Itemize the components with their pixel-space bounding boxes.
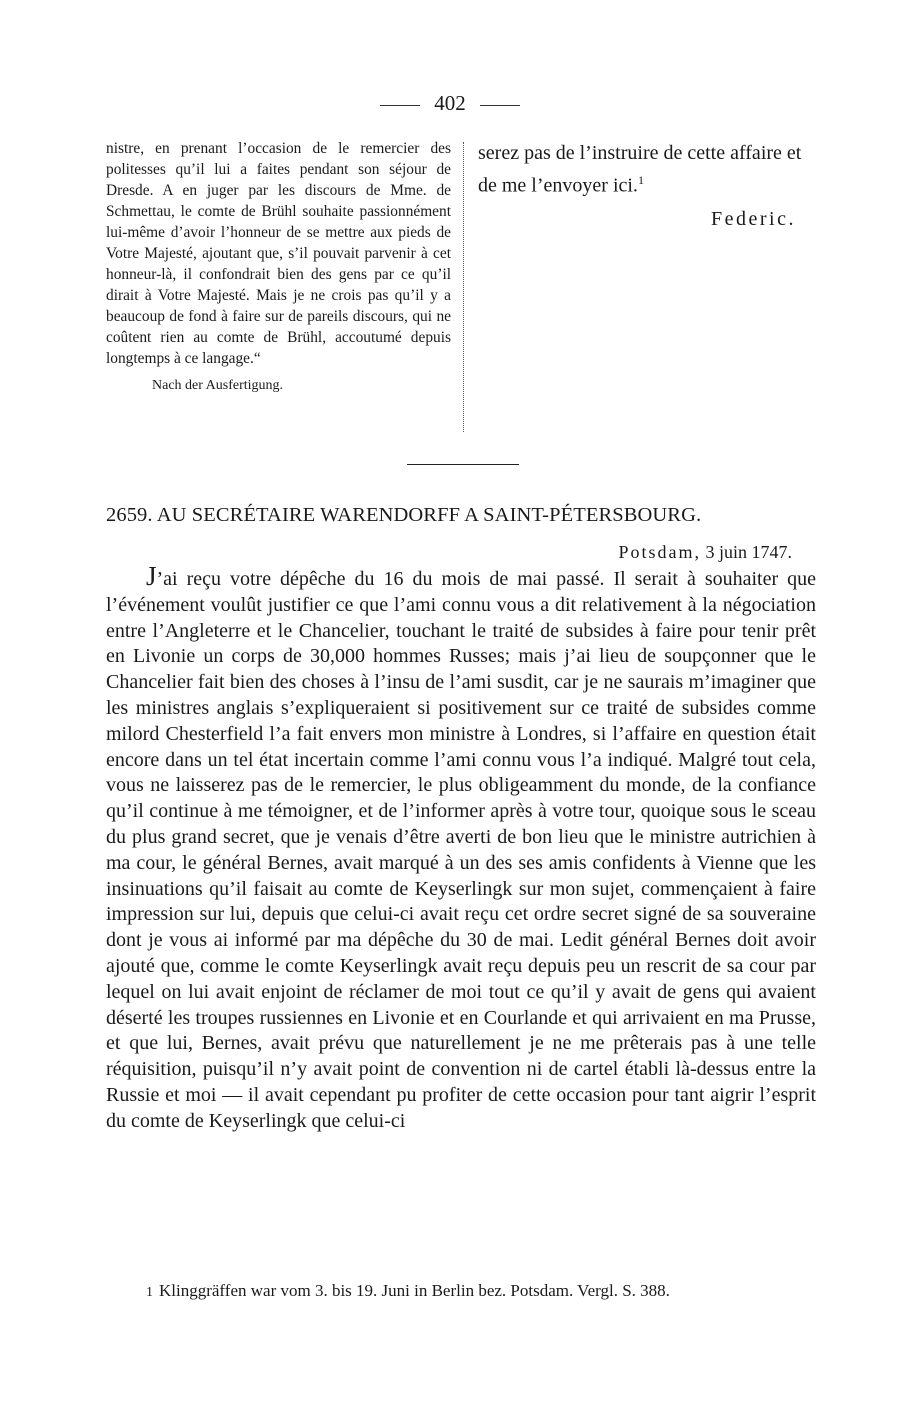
letter-initial: J — [146, 561, 157, 591]
letter-title: AU SECRÉTAIRE WARENDORFF A SAINT-PÉTERSBOURG. — [156, 504, 702, 526]
source-note: Nach der Ausfertigung. — [152, 378, 284, 393]
column-divider — [463, 142, 464, 432]
left-column-text: nistre, en prenant l’occasion de le remercier des politesses qu’il lui a faites pendant son séjour de Dresde. A en juger par les discours de Mme. de Schmettau, le comte de Brühl souhaite passionnément lui-même d’avoir l’honneur de se mettre aux pieds de Votre Majesté, ajoutant que, s’il pouvait parvenir à cet honneur-là, il confondrait bien des gens par ce qu’il dirait à Votre Majesté. Mais je ne crois pas qu’il y a beaucoup de fond à faire sur de pareils discours, qui ne coûtent rien au comte de Brühl, accoutumé depuis longtemps à ce langage.“ — [106, 140, 451, 367]
footnote-reference: 1 — [637, 173, 644, 187]
letter-body-text: ’ai reçu votre dépêche du 16 du mois de mai passé. Il serait à souhaiter que l’événement voulût justifier ce que l’ami connu vous a dit relativement à la négociation entre l’Angleterre et le Chancelier, touchant le traité de subsides à faire pour tenir prêt en Livonie un corps de 30,000 hommes Russes; mais j’ai lieu de soupçonner que le Chancelier fait bien des choses à l’insu de l’ami susdit, car je ne saurais m’imaginer que les ministres anglais s’expliqueraient si positivement sur ce traité de subsides comme milord Chesterfield l’a fait envers mon ministre à Londres, si l’affaire en question était encore dans un tel état incertain comme l’ami connu vous l’a indiqué. Malgré tout cela, vous ne laisserez pas de le remercier, le plus obligeamment du monde, de la confiance qu’il continue à me témoigner, et de l’informer après à votre tour, quoique sous le sceau du plus grand secret, que je venais d’être averti de bon lieu que le ministre autrichien à ma cour, le général Bernes, avait marqué à un des ses amis confidents à Vienne que les insinuations qu’il faisait au comte de Keyserlingk sur mon sujet, commençaient à faire impression sur lui, depuis que celui-ci avait reçu cet ordre secret signé de sa souveraine dont je vous ai informé par ma dépêche du 30 de mai. Ledit général Bernes doit avoir ajouté que, comme le comte Keyserlingk avait reçu depuis peu un rescrit de sa cour par lequel on lui avait enjoint de réclamer de moi tout ce qu’il y avait de gens qui avaient déserté les troupes russiennes en Livonie et en Courlande et qui arrivaient en ma Prusse, et que lui, Bernes, avait prévu que naturellement je ne me prêterais pas à une telle réquisition, puisqu’il n’y avait point de convention ni de cartel établi là-dessus entre la Russie et moi — il avait cependant pu profiter de cette occasion pour tant aigrir l’esprit du comte de Keyserlingk que celui-ci — [106, 568, 816, 1132]
right-column — [478, 140, 818, 233]
page-number-dash-right — [480, 105, 520, 106]
letter-dateline — [106, 540, 792, 564]
letter-body — [106, 561, 816, 1135]
page-number-dash-left — [380, 105, 420, 106]
page-number-line — [0, 90, 900, 116]
right-column-text-block — [478, 140, 818, 200]
signature: Federic. — [711, 207, 796, 230]
letter-number: 2659. — [106, 504, 153, 526]
footnote — [146, 1280, 826, 1304]
footnote-mark: 1 — [146, 1285, 153, 1300]
footnote-text: Klinggräffen war vom 3. bis 19. Juni in Berlin bez. Potsdam. Vergl. S. 388. — [159, 1281, 670, 1300]
page-number: 402 — [434, 91, 466, 115]
letter-place: Potsdam, — [618, 542, 701, 562]
letter-date: 3 juin 1747. — [705, 542, 792, 562]
right-column-text: serez pas de l’instruire de cette affaire et de me l’envoyer ici. — [478, 142, 802, 197]
letter-heading — [106, 502, 822, 528]
section-rule — [407, 464, 519, 465]
left-column — [106, 138, 451, 395]
